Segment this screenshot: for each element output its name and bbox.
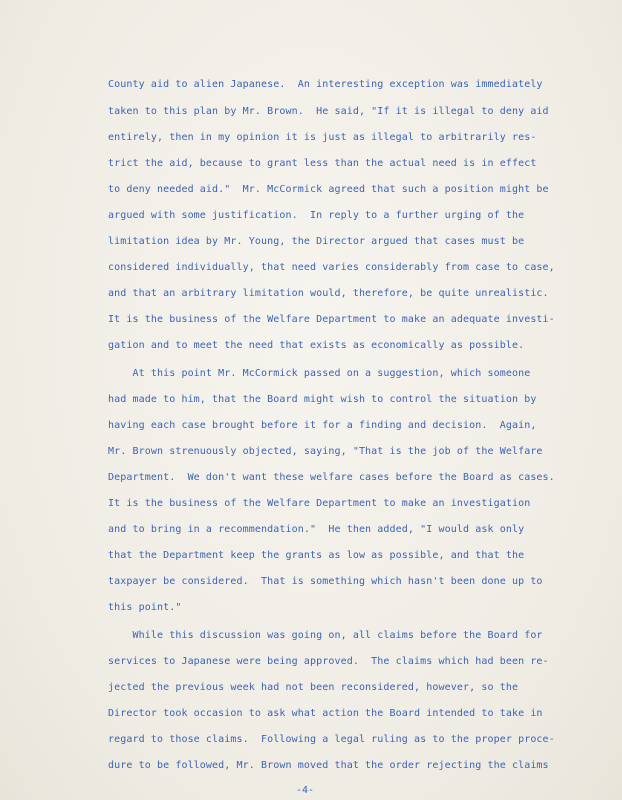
text-line: At this point Mr. McCormick passed on a suggestion, which someone	[108, 368, 531, 379]
text-line: considered individually, that need varies considerably from case to case,	[108, 262, 555, 273]
text-line: Department. We don't want these welfare cases before the Board as cases.	[108, 472, 555, 483]
text-line: that the Department keep the grants as low as possible, and that the	[108, 550, 525, 561]
text-line: It is the business of the Welfare Department to make an adequate investi-	[108, 314, 555, 325]
text-line: trict the aid, because to grant less than the actual need is in effect	[108, 158, 537, 169]
text-line: Director took occasion to ask what action the Board intended to take in	[108, 708, 543, 719]
text-line: this point."	[108, 602, 182, 613]
text-line: had made to him, that the Board might wish to control the situation by	[108, 394, 537, 405]
text-line: It is the business of the Welfare Department to make an investigation	[108, 498, 531, 509]
text-line: to deny needed aid." Mr. McCormick agreed that such a position might be	[108, 184, 549, 195]
text-line: and to bring in a recommendation." He then added, "I would ask only	[108, 524, 525, 535]
text-line: dure to be followed, Mr. Brown moved that the order rejecting the claims	[108, 760, 549, 771]
text-line: entirely, then in my opinion it is just as illegal to arbitrarily res-	[108, 132, 537, 143]
text-line: having each case brought before it for a finding and decision. Again,	[108, 420, 537, 431]
text-line: While this discussion was going on, all claims before the Board for	[108, 630, 543, 641]
text-line: regard to those claims. Following a legal ruling as to the proper proce-	[108, 734, 555, 745]
text-line: gation and to meet the need that exists as economically as possible.	[108, 340, 525, 351]
text-line: Mr. Brown strenuously objected, saying, "That is the job of the Welfare	[108, 446, 543, 457]
text-line: County aid to alien Japanese. An interesting exception was immediately	[108, 79, 543, 90]
text-line: services to Japanese were being approved. The claims which had been re-	[108, 656, 549, 667]
text-line: taxpayer be considered. That is something which hasn't been done up to	[108, 576, 543, 587]
text-line: jected the previous week had not been reconsidered, however, so the	[108, 682, 519, 693]
text-line: limitation idea by Mr. Young, the Director argued that cases must be	[108, 236, 525, 247]
text-line: and that an arbitrary limitation would, therefore, be quite unrealistic.	[108, 288, 549, 299]
page-number: -4-	[296, 785, 315, 796]
text-line: argued with some justification. In reply to a further urging of the	[108, 210, 525, 221]
text-line: taken to this plan by Mr. Brown. He said, "If it is illegal to deny aid	[108, 106, 549, 117]
